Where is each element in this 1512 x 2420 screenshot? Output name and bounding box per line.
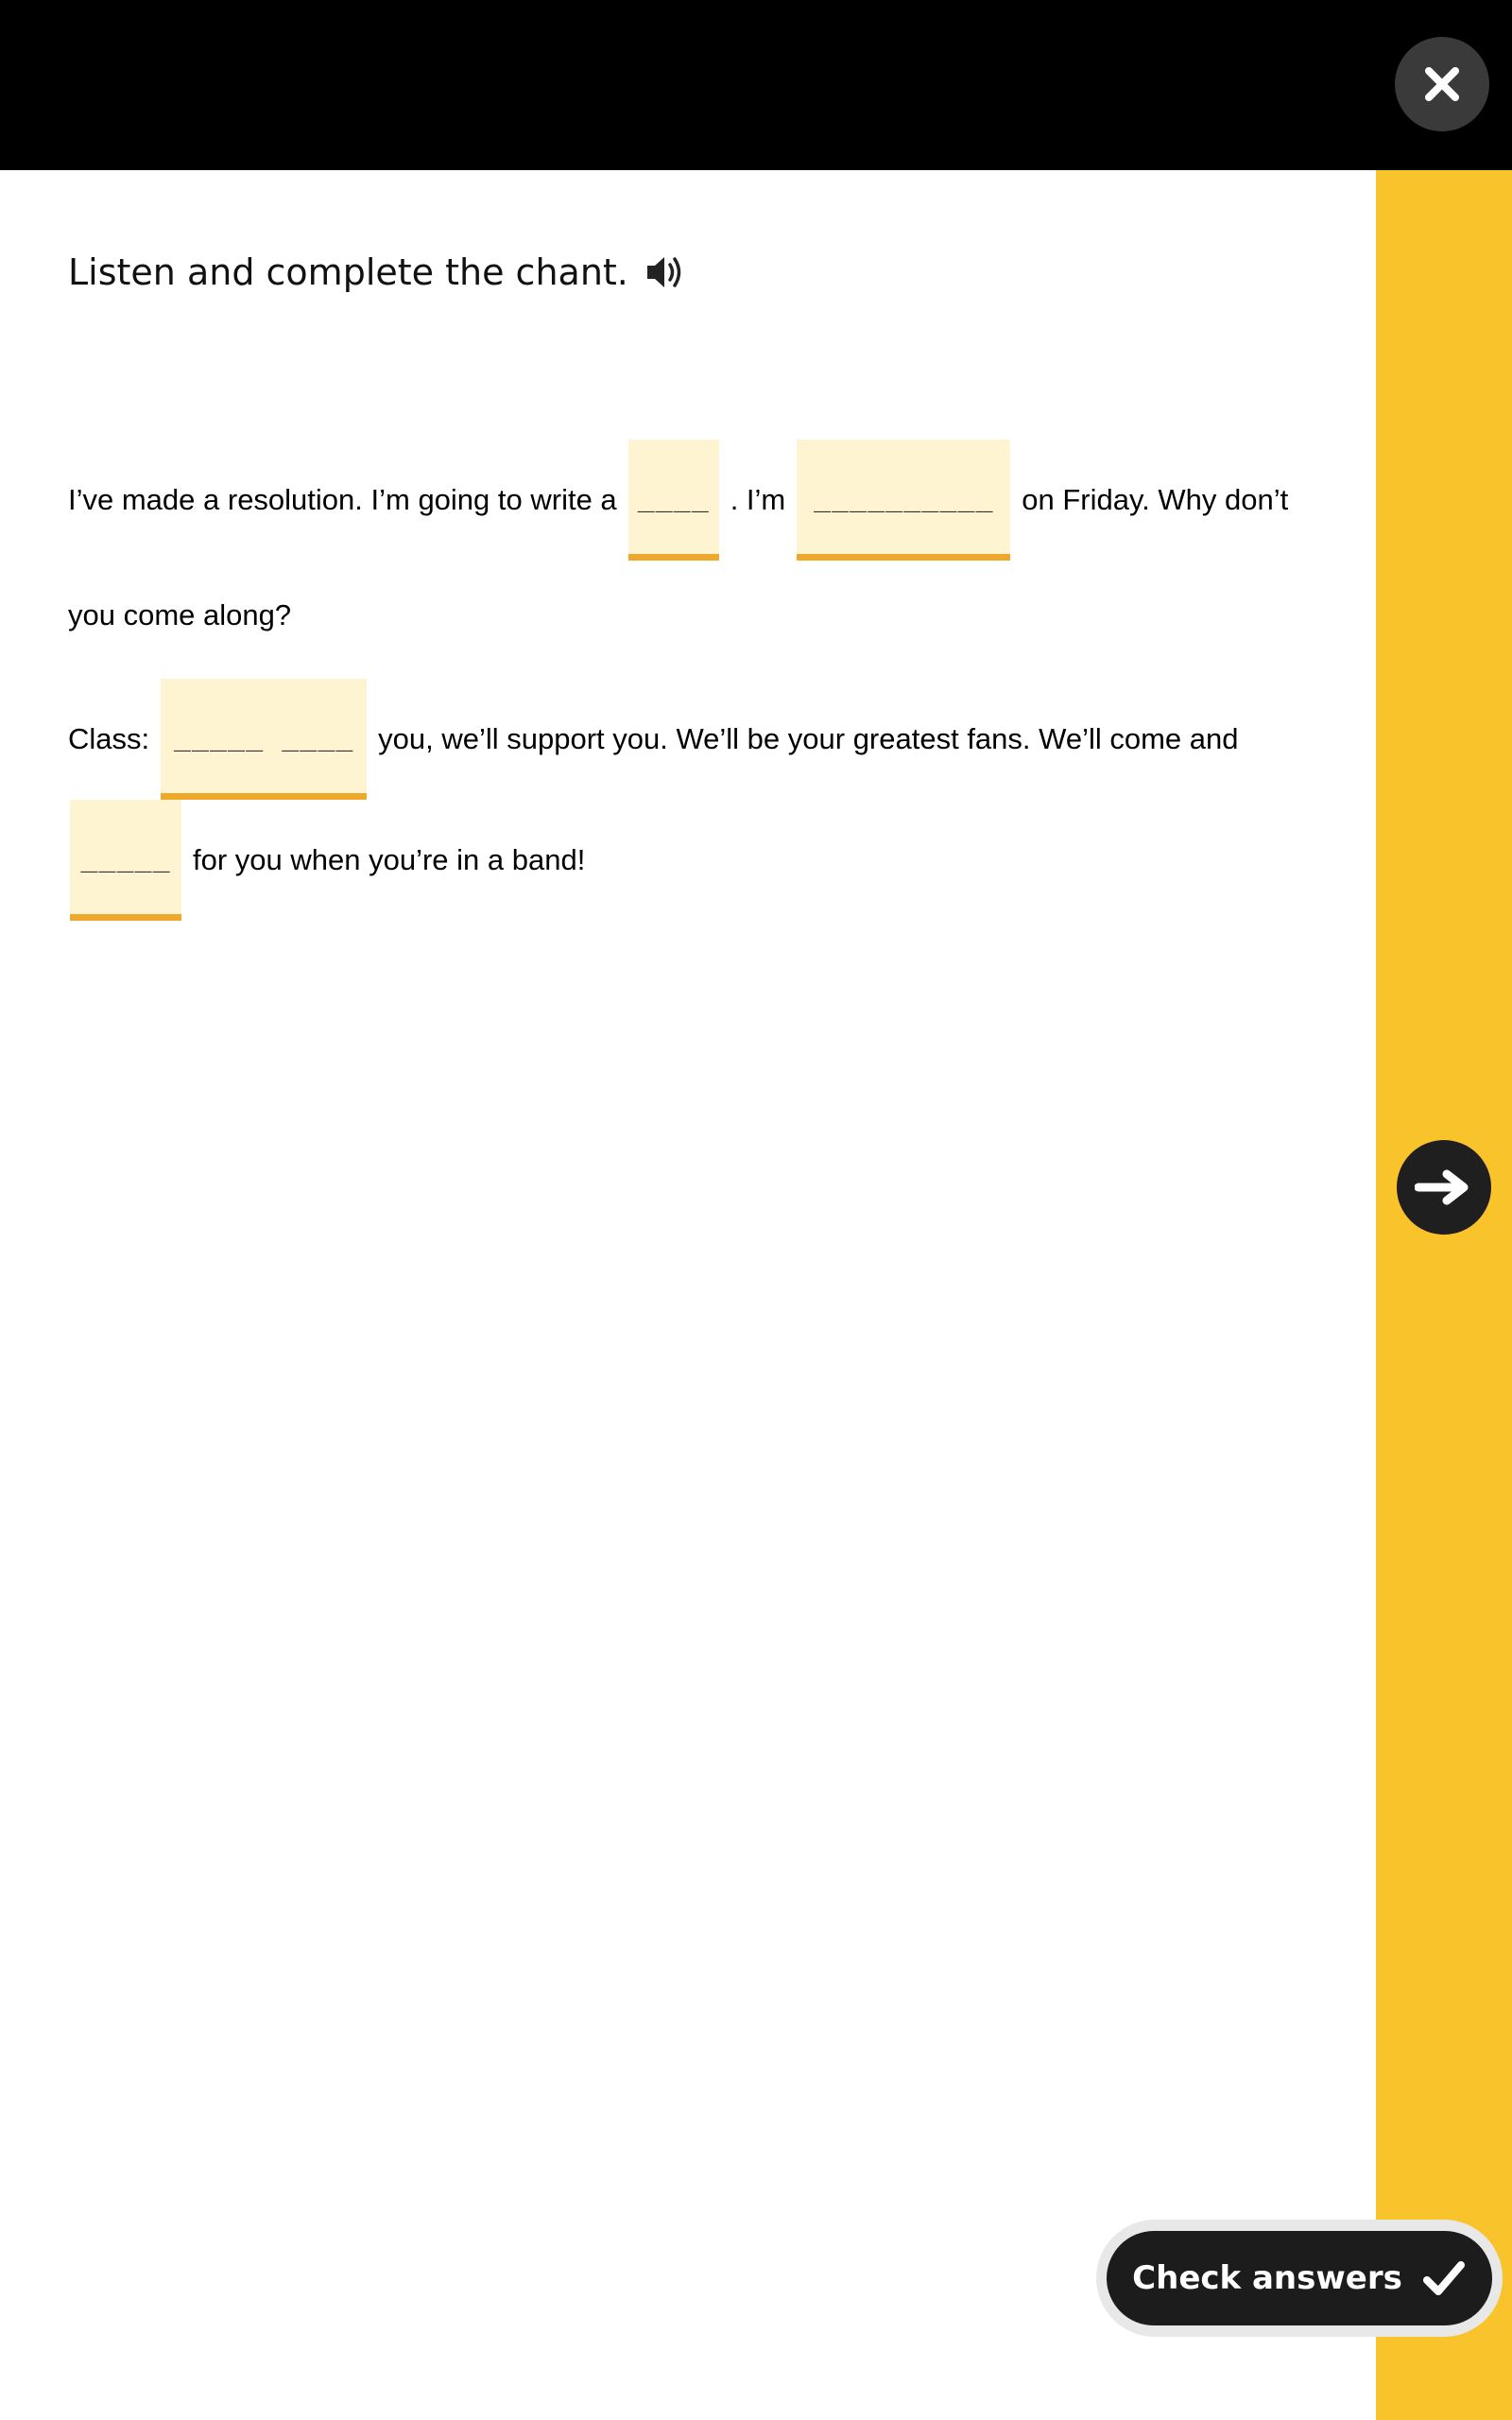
check-answers-container: [1096, 2220, 1503, 2337]
chant-text: you, we’ll support you. We’ll be your greatest fans. We’ll come and: [378, 722, 1239, 755]
answer-gap-4[interactable]: _____: [70, 800, 181, 921]
chant-text: on Friday. Why don’t: [1022, 483, 1289, 516]
chant-text: you come along?: [68, 598, 292, 631]
chant-line-2: [68, 598, 291, 632]
check-answers-button[interactable]: [1107, 2231, 1492, 2325]
chant-line-1: [68, 440, 1288, 561]
answer-gap-1[interactable]: ____: [628, 440, 719, 561]
instruction-heading: [68, 251, 685, 293]
speaker-icon[interactable]: [644, 252, 685, 292]
close-button[interactable]: [1395, 37, 1489, 131]
chant-text: Class:: [68, 722, 150, 755]
chant-text: . I’m: [730, 483, 786, 516]
answer-gap-3[interactable]: _____ ____: [161, 679, 367, 800]
chant-text: for you when you’re in a band!: [193, 843, 586, 876]
close-icon: [1421, 63, 1463, 105]
chant-text: I’ve made a resolution. I’m going to write a: [68, 483, 617, 516]
next-button[interactable]: [1397, 1140, 1491, 1235]
instruction-text: Listen and complete the chant.: [68, 251, 628, 293]
answer-gap-2[interactable]: __________: [797, 440, 1010, 561]
checkmark-icon: [1421, 2259, 1467, 2297]
chant-line-4: [68, 800, 585, 921]
chant-line-3: [68, 679, 1239, 800]
side-panel: [1376, 170, 1512, 2420]
top-bar: [0, 0, 1512, 170]
arrow-right-icon: [1415, 1168, 1473, 1206]
check-answers-label: Check answers: [1132, 2259, 1402, 2297]
